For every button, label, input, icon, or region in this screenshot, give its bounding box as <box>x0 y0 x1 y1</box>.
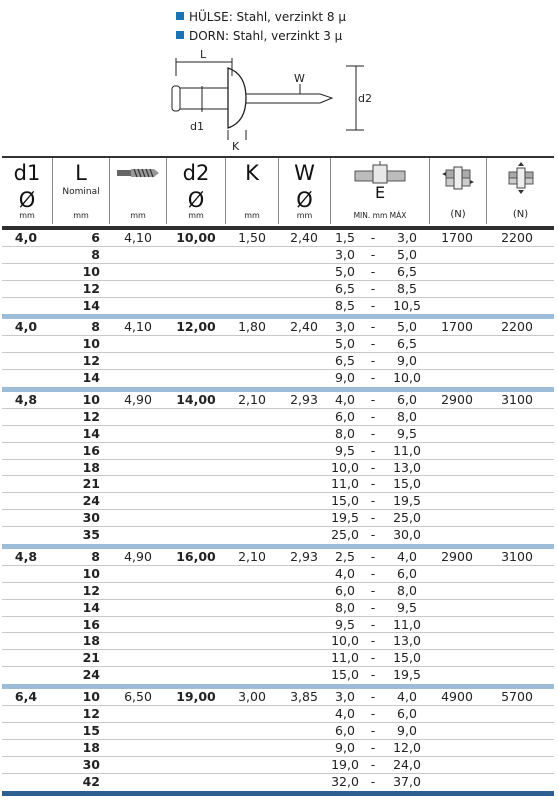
cell-e-max: 9,5 <box>397 599 417 615</box>
cell-d1: 6,4 <box>14 689 38 705</box>
cell-w: 2,40 <box>290 230 318 245</box>
cell-l: 12 <box>82 280 100 296</box>
cell-d1: 4,0 <box>14 230 38 245</box>
table-row <box>2 617 554 634</box>
cell-e-min: 8,5 <box>335 297 355 313</box>
cell-e-max: 4,0 <box>397 549 417 565</box>
cell-l: 35 <box>82 527 100 543</box>
cell-l: 10 <box>82 565 100 581</box>
cell-d2: 10,00 <box>176 230 216 245</box>
cell-e-min: 3,0 <box>335 689 355 705</box>
cell-e-max: 15,0 <box>393 650 421 666</box>
table-bottom-rule <box>2 791 554 796</box>
cell-e-max: 9,0 <box>397 722 417 738</box>
cell-e-max: 15,0 <box>393 476 421 492</box>
cell-l: 8 <box>91 319 100 335</box>
table-row <box>2 633 554 650</box>
cell-e-min: 6,5 <box>335 280 355 296</box>
cell-e-min: 3,0 <box>335 319 355 335</box>
cell-l: 14 <box>82 370 100 386</box>
header-d2-title: d2 <box>182 161 210 185</box>
header-drill <box>110 158 167 224</box>
cell-d2: 19,00 <box>176 689 216 705</box>
cell-e-min: 8,0 <box>335 425 355 441</box>
table-row <box>2 600 554 617</box>
header-drill-unit: mm <box>130 211 146 220</box>
cell-e-dash: - <box>370 353 376 369</box>
table-row <box>2 392 554 409</box>
cell-e-dash: - <box>370 246 376 262</box>
cell-e-min: 10,0 <box>331 633 359 649</box>
cell-l: 24 <box>82 667 100 683</box>
cell-e-max: 6,5 <box>397 336 417 352</box>
cell-e-dash: - <box>370 689 376 705</box>
cell-k: 2,10 <box>238 549 266 565</box>
cell-e-max: 4,0 <box>397 689 417 705</box>
cell-e-max: 30,0 <box>393 527 421 543</box>
cell-e-max: 9,5 <box>397 425 417 441</box>
cell-e-min: 32,0 <box>331 773 359 789</box>
cell-l: 14 <box>82 425 100 441</box>
cell-e-dash: - <box>370 230 376 245</box>
cell-e-max: 6,0 <box>397 565 417 581</box>
cell-e-min: 3,0 <box>335 246 355 262</box>
table-row <box>2 247 554 264</box>
cell-e-dash: - <box>370 773 376 789</box>
table-row <box>2 409 554 426</box>
cell-l: 14 <box>82 599 100 615</box>
diagram-label-d2: d2 <box>358 92 372 105</box>
table-row <box>2 706 554 723</box>
cell-e-min: 2,5 <box>335 549 355 565</box>
diagram-label-k: K <box>232 140 240 153</box>
header-d1-title: d1 <box>13 161 41 185</box>
cell-e-min: 8,0 <box>335 599 355 615</box>
table-header <box>2 158 554 224</box>
cell-e-max: 13,0 <box>393 459 421 475</box>
cell-w: 2,93 <box>290 549 318 565</box>
table-row <box>2 757 554 774</box>
table-row <box>2 774 554 791</box>
cell-e-dash: - <box>370 442 376 458</box>
cell-tensile: 2200 <box>501 230 533 245</box>
cell-drill: 4,10 <box>124 230 152 245</box>
cell-e-dash: - <box>370 599 376 615</box>
cell-l: 12 <box>82 706 100 722</box>
shear-force-icon <box>440 164 476 194</box>
cell-l: 18 <box>82 633 100 649</box>
drill-bit-icon <box>116 166 160 180</box>
cell-e-dash: - <box>370 756 376 772</box>
cell-tensile: 5700 <box>501 689 533 705</box>
header-d1-unit: mm <box>19 211 35 220</box>
table-row <box>2 370 554 387</box>
header-shear <box>430 158 487 224</box>
cell-l: 42 <box>82 773 100 789</box>
cell-e-max: 6,0 <box>397 392 417 408</box>
cell-l: 18 <box>82 459 100 475</box>
cell-l: 16 <box>82 616 100 632</box>
rivet-diagram <box>160 46 380 156</box>
header-e-unit: mm <box>372 211 388 220</box>
cell-tensile: 3100 <box>501 392 533 408</box>
cell-e-max: 8,0 <box>397 582 417 598</box>
cell-drill: 4,90 <box>124 549 152 565</box>
cell-l: 14 <box>82 297 100 313</box>
cell-e-max: 37,0 <box>393 773 421 789</box>
cell-shear: 4900 <box>441 689 473 705</box>
cell-l: 18 <box>82 739 100 755</box>
cell-e-min: 1,5 <box>335 230 355 245</box>
cell-e-max: 11,0 <box>393 616 421 632</box>
cell-e-min: 6,0 <box>335 582 355 598</box>
header-l-title: L <box>75 161 87 185</box>
cell-e-min: 9,5 <box>335 616 355 632</box>
cell-e-dash: - <box>370 280 376 296</box>
cell-e-min: 15,0 <box>331 667 359 683</box>
cell-shear: 2900 <box>441 549 473 565</box>
header-d2-unit: mm <box>188 211 204 220</box>
header-d1-symbol: Ø <box>18 188 36 212</box>
legend-huelse <box>176 8 346 27</box>
cell-e-min: 6,0 <box>335 408 355 424</box>
cell-e-dash: - <box>370 510 376 526</box>
header-e-max: MÁX <box>389 211 407 220</box>
cell-e-dash: - <box>370 370 376 386</box>
cell-e-dash: - <box>370 493 376 509</box>
bullet-square-icon <box>176 12 184 20</box>
material-legend <box>176 8 346 46</box>
table-row <box>2 583 554 600</box>
cell-d2: 12,00 <box>176 319 216 335</box>
legend-dorn-text: DORN: Stahl, verzinkt 3 µ <box>189 29 343 43</box>
cell-l: 8 <box>91 246 100 262</box>
header-tensile <box>487 158 554 224</box>
cell-e-dash: - <box>370 582 376 598</box>
header-w-symbol: Ø <box>296 188 313 212</box>
cell-e-max: 25,0 <box>393 510 421 526</box>
cell-e-max: 19,5 <box>393 493 421 509</box>
cell-e-min: 9,0 <box>335 370 355 386</box>
table-row <box>2 264 554 281</box>
cell-e-max: 12,0 <box>393 739 421 755</box>
header-e-unit-row <box>331 211 429 220</box>
cell-d2: 14,00 <box>176 392 216 408</box>
cell-e-dash: - <box>370 392 376 408</box>
cell-e-max: 10,5 <box>393 297 421 313</box>
cell-l: 10 <box>82 263 100 279</box>
cell-drill: 6,50 <box>124 689 152 705</box>
cell-k: 1,80 <box>238 319 266 335</box>
cell-e-dash: - <box>370 476 376 492</box>
cell-d1: 4,8 <box>14 549 38 565</box>
table-row <box>2 650 554 667</box>
cell-e-dash: - <box>370 650 376 666</box>
header-shear-unit: (N) <box>450 209 466 220</box>
cell-e-dash: - <box>370 336 376 352</box>
cell-e-min: 19,5 <box>331 510 359 526</box>
table-row <box>2 549 554 566</box>
diagram-label-l: L <box>200 48 207 61</box>
cell-e-max: 5,0 <box>397 246 417 262</box>
cell-e-max: 6,0 <box>397 706 417 722</box>
cell-tensile: 2200 <box>501 319 533 335</box>
cell-l: 15 <box>82 722 100 738</box>
cell-l: 12 <box>82 582 100 598</box>
header-e-min: MIN. <box>353 211 371 220</box>
header-l <box>53 158 110 224</box>
table-row <box>2 476 554 493</box>
cell-l: 10 <box>82 392 100 408</box>
header-l-unit: mm <box>73 211 89 220</box>
table-row <box>2 353 554 370</box>
cell-e-min: 9,5 <box>335 442 355 458</box>
cell-e-max: 10,0 <box>393 370 421 386</box>
cell-shear: 1700 <box>441 230 473 245</box>
cell-e-dash: - <box>370 527 376 543</box>
header-d2 <box>167 158 226 224</box>
table-row <box>2 723 554 740</box>
table-row <box>2 510 554 527</box>
cell-l: 12 <box>82 353 100 369</box>
cell-l: 6 <box>91 230 100 245</box>
rivet-spec-table <box>2 226 554 796</box>
cell-e-min: 25,0 <box>331 527 359 543</box>
table-row <box>2 566 554 583</box>
header-tensile-unit: (N) <box>512 209 529 220</box>
cell-drill: 4,90 <box>124 392 152 408</box>
bullet-square-icon <box>176 31 184 39</box>
header-e <box>331 158 430 224</box>
table-row <box>2 336 554 353</box>
cell-e-max: 8,0 <box>397 408 417 424</box>
cell-e-min: 4,0 <box>335 392 355 408</box>
cell-w: 3,85 <box>290 689 318 705</box>
cell-l: 21 <box>82 650 100 666</box>
cell-e-min: 19,0 <box>331 756 359 772</box>
table-row <box>2 493 554 510</box>
header-k-title: K <box>245 161 259 185</box>
cell-l: 16 <box>82 442 100 458</box>
cell-e-max: 6,5 <box>397 263 417 279</box>
cell-e-max: 8,5 <box>397 280 417 296</box>
header-d1 <box>2 158 53 224</box>
cell-d1: 4,8 <box>14 392 38 408</box>
cell-d1: 4,0 <box>14 319 38 335</box>
header-e-title: E <box>374 183 386 202</box>
table-row <box>2 527 554 544</box>
cell-e-dash: - <box>370 549 376 565</box>
header-k-unit: mm <box>244 211 260 220</box>
cell-e-min: 5,0 <box>335 336 355 352</box>
cell-e-max: 11,0 <box>393 442 421 458</box>
table-row <box>2 689 554 706</box>
cell-e-dash: - <box>370 263 376 279</box>
table-row <box>2 426 554 443</box>
header-k <box>226 158 279 224</box>
cell-e-dash: - <box>370 408 376 424</box>
cell-l: 10 <box>82 689 100 705</box>
cell-e-min: 4,0 <box>335 565 355 581</box>
cell-e-max: 3,0 <box>397 230 417 245</box>
cell-e-dash: - <box>370 667 376 683</box>
cell-l: 10 <box>82 336 100 352</box>
cell-e-min: 10,0 <box>331 459 359 475</box>
header-w-title: W <box>294 161 315 185</box>
cell-e-min: 6,0 <box>335 722 355 738</box>
table-row <box>2 319 554 336</box>
table-row <box>2 230 554 247</box>
diagram-label-w: W <box>294 72 305 85</box>
cell-e-min: 9,0 <box>335 739 355 755</box>
cell-drill: 4,10 <box>124 319 152 335</box>
cell-e-max: 19,5 <box>393 667 421 683</box>
cell-l: 8 <box>91 549 100 565</box>
table-row <box>2 443 554 460</box>
header-d2-symbol: Ø <box>187 188 205 212</box>
cell-e-dash: - <box>370 739 376 755</box>
cell-l: 12 <box>82 408 100 424</box>
header-w <box>279 158 331 224</box>
cell-tensile: 3100 <box>501 549 533 565</box>
tensile-force-icon <box>503 162 539 194</box>
cell-e-dash: - <box>370 319 376 335</box>
table-row <box>2 460 554 477</box>
cell-e-min: 6,5 <box>335 353 355 369</box>
cell-l: 30 <box>82 510 100 526</box>
cell-e-dash: - <box>370 425 376 441</box>
cell-e-min: 4,0 <box>335 706 355 722</box>
table-row <box>2 298 554 315</box>
cell-e-max: 13,0 <box>393 633 421 649</box>
grip-range-icon <box>351 161 409 185</box>
cell-shear: 1700 <box>441 319 473 335</box>
cell-e-min: 11,0 <box>331 476 359 492</box>
table-row <box>2 281 554 298</box>
cell-shear: 2900 <box>441 392 473 408</box>
cell-e-dash: - <box>370 616 376 632</box>
cell-e-dash: - <box>370 459 376 475</box>
legend-huelse-text: HÜLSE: Stahl, verzinkt 8 µ <box>189 10 347 24</box>
cell-e-min: 5,0 <box>335 263 355 279</box>
cell-e-dash: - <box>370 297 376 313</box>
cell-l: 24 <box>82 493 100 509</box>
cell-e-max: 24,0 <box>393 756 421 772</box>
cell-k: 2,10 <box>238 392 266 408</box>
diagram-label-d1: d1 <box>190 120 204 133</box>
cell-e-min: 15,0 <box>331 493 359 509</box>
cell-k: 1,50 <box>238 230 266 245</box>
header-w-unit: mm <box>296 211 313 220</box>
header-l-sub: Nominal <box>62 187 100 197</box>
cell-e-min: 11,0 <box>331 650 359 666</box>
cell-e-max: 9,0 <box>397 353 417 369</box>
cell-w: 2,40 <box>290 319 318 335</box>
cell-l: 30 <box>82 756 100 772</box>
cell-k: 3,00 <box>238 689 266 705</box>
cell-w: 2,93 <box>290 392 318 408</box>
cell-e-dash: - <box>370 722 376 738</box>
cell-e-dash: - <box>370 633 376 649</box>
cell-l: 21 <box>82 476 100 492</box>
cell-e-dash: - <box>370 565 376 581</box>
table-row <box>2 667 554 684</box>
table-row <box>2 740 554 757</box>
legend-dorn <box>176 27 346 46</box>
cell-e-dash: - <box>370 706 376 722</box>
cell-d2: 16,00 <box>176 549 216 565</box>
cell-e-max: 5,0 <box>397 319 417 335</box>
